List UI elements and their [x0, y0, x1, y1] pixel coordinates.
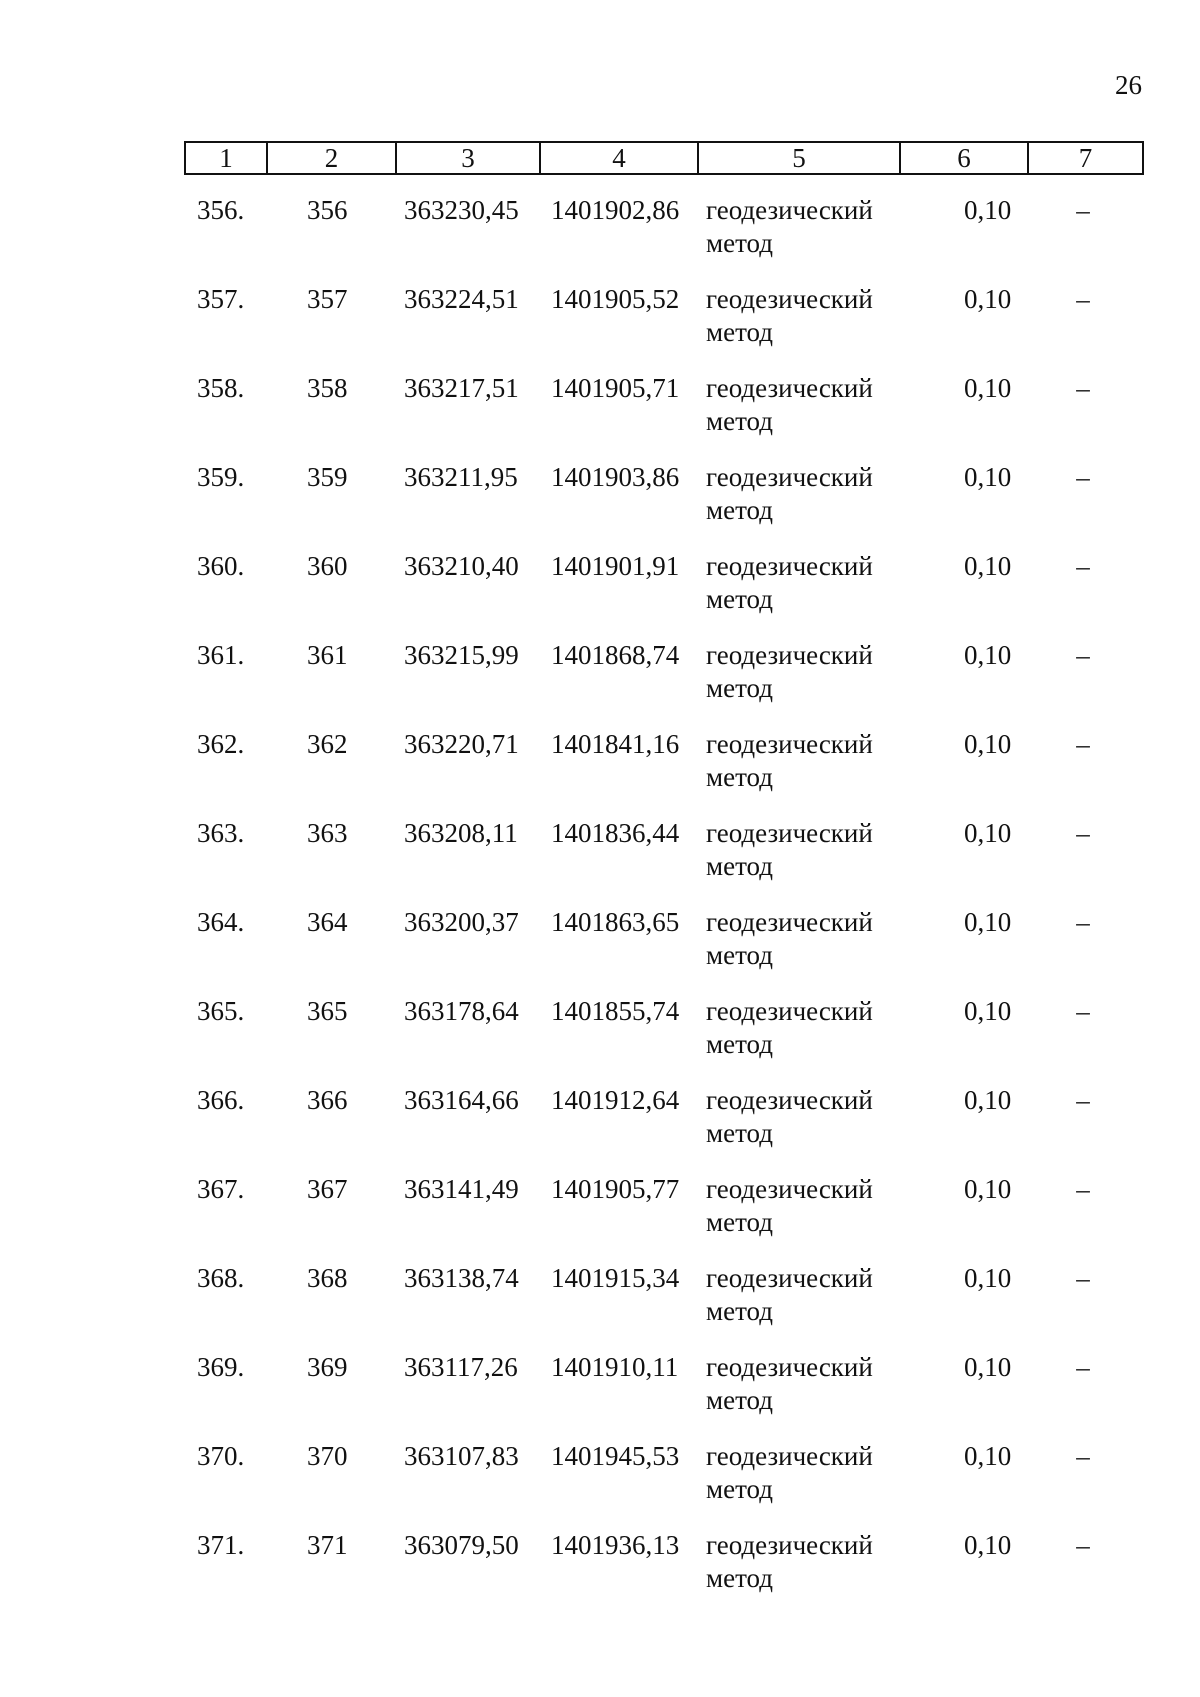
method: геодезический метод — [706, 1263, 873, 1326]
coordinate-y: 1401905,52 — [551, 284, 680, 314]
note: – — [1076, 373, 1090, 403]
method: геодезический метод — [706, 1085, 873, 1148]
accuracy: 0,10 — [964, 1530, 1012, 1560]
row-number: 362. — [197, 729, 245, 759]
point-id: 359 — [307, 462, 348, 492]
row-number: 370. — [197, 1441, 245, 1471]
row-number: 359. — [197, 462, 245, 492]
method: геодезический метод — [706, 284, 873, 347]
row-number: 358. — [197, 373, 245, 403]
note: – — [1076, 1441, 1090, 1471]
table-row — [0, 728, 1200, 817]
table-row — [0, 372, 1200, 461]
table-row — [0, 817, 1200, 906]
method: геодезический метод — [706, 1352, 873, 1415]
method: геодезический метод — [706, 1441, 873, 1504]
column-number-header — [184, 141, 1144, 175]
row-number: 361. — [197, 640, 245, 670]
note: – — [1076, 729, 1090, 759]
coordinate-x: 363200,37 — [404, 907, 519, 937]
coordinate-y: 1401936,13 — [551, 1530, 680, 1560]
point-id: 371 — [307, 1530, 348, 1560]
coordinate-y: 1401855,74 — [551, 996, 680, 1026]
coordinate-x: 363117,26 — [404, 1352, 518, 1382]
coordinates-table-body — [0, 194, 1200, 1618]
table-row — [0, 1351, 1200, 1440]
coordinate-y: 1401905,77 — [551, 1174, 680, 1204]
point-id: 361 — [307, 640, 348, 670]
method: геодезический метод — [706, 729, 873, 792]
accuracy: 0,10 — [964, 818, 1012, 848]
row-number: 369. — [197, 1352, 245, 1382]
table-row — [0, 1529, 1200, 1618]
note: – — [1076, 996, 1090, 1026]
point-id: 368 — [307, 1263, 348, 1293]
page-number: 26 — [1115, 70, 1142, 100]
point-id: 366 — [307, 1085, 348, 1115]
coordinate-x: 363079,50 — [404, 1530, 519, 1560]
coordinate-x: 363217,51 — [404, 373, 519, 403]
accuracy: 0,10 — [964, 195, 1012, 225]
coordinate-y: 1401915,34 — [551, 1263, 680, 1293]
coordinate-y: 1401841,16 — [551, 729, 680, 759]
point-id: 365 — [307, 996, 348, 1026]
note: – — [1076, 1085, 1090, 1115]
accuracy: 0,10 — [964, 1174, 1012, 1204]
coordinate-x: 363220,71 — [404, 729, 519, 759]
coordinate-x: 363215,99 — [404, 640, 519, 670]
coordinate-y: 1401910,11 — [551, 1352, 679, 1382]
point-id: 367 — [307, 1174, 348, 1204]
coordinate-x: 363141,49 — [404, 1174, 519, 1204]
note: – — [1076, 640, 1090, 670]
header-cell-2: 2 — [267, 142, 396, 174]
coordinate-y: 1401945,53 — [551, 1441, 680, 1471]
accuracy: 0,10 — [964, 1085, 1012, 1115]
note: – — [1076, 462, 1090, 492]
coordinate-x: 363224,51 — [404, 284, 519, 314]
row-number: 357. — [197, 284, 245, 314]
accuracy: 0,10 — [964, 1441, 1012, 1471]
row-number: 366. — [197, 1085, 245, 1115]
accuracy: 0,10 — [964, 1352, 1012, 1382]
table-row — [0, 906, 1200, 995]
row-number: 371. — [197, 1530, 245, 1560]
header-cell-5: 5 — [698, 142, 900, 174]
point-id: 358 — [307, 373, 348, 403]
method: геодезический метод — [706, 462, 873, 525]
note: – — [1076, 1352, 1090, 1382]
coordinate-y: 1401903,86 — [551, 462, 680, 492]
point-id: 357 — [307, 284, 348, 314]
header-cell-6: 6 — [900, 142, 1028, 174]
table-row — [0, 461, 1200, 550]
row-number: 365. — [197, 996, 245, 1026]
coordinate-y: 1401902,86 — [551, 195, 680, 225]
coordinate-x: 363211,95 — [404, 462, 518, 492]
coordinate-x: 363107,83 — [404, 1441, 519, 1471]
accuracy: 0,10 — [964, 373, 1012, 403]
coordinate-y: 1401836,44 — [551, 818, 680, 848]
note: – — [1076, 1530, 1090, 1560]
table-row — [0, 639, 1200, 728]
coordinate-x: 363164,66 — [404, 1085, 519, 1115]
point-id: 370 — [307, 1441, 348, 1471]
method: геодезический метод — [706, 373, 873, 436]
table-row — [0, 1173, 1200, 1262]
accuracy: 0,10 — [964, 996, 1012, 1026]
point-id: 363 — [307, 818, 348, 848]
method: геодезический метод — [706, 551, 873, 614]
note: – — [1076, 551, 1090, 581]
row-number: 360. — [197, 551, 245, 581]
table-row — [0, 194, 1200, 283]
accuracy: 0,10 — [964, 907, 1012, 937]
point-id: 362 — [307, 729, 348, 759]
header-cell-3: 3 — [396, 142, 540, 174]
accuracy: 0,10 — [964, 640, 1012, 670]
point-id: 364 — [307, 907, 348, 937]
note: – — [1076, 1174, 1090, 1204]
row-number: 364. — [197, 907, 245, 937]
method: геодезический метод — [706, 818, 873, 881]
coordinate-y: 1401912,64 — [551, 1085, 680, 1115]
accuracy: 0,10 — [964, 551, 1012, 581]
row-number: 367. — [197, 1174, 245, 1204]
coordinate-x: 363210,40 — [404, 551, 519, 581]
header-cell-1: 1 — [185, 142, 267, 174]
row-number: 363. — [197, 818, 245, 848]
coordinate-x: 363208,11 — [404, 818, 518, 848]
accuracy: 0,10 — [964, 729, 1012, 759]
coordinate-y: 1401863,65 — [551, 907, 680, 937]
method: геодезический метод — [706, 640, 873, 703]
note: – — [1076, 1263, 1090, 1293]
method: геодезический метод — [706, 1530, 873, 1593]
point-id: 369 — [307, 1352, 348, 1382]
row-number: 368. — [197, 1263, 245, 1293]
method: геодезический метод — [706, 907, 873, 970]
coordinate-x: 363178,64 — [404, 996, 519, 1026]
note: – — [1076, 907, 1090, 937]
header-cell-7: 7 — [1028, 142, 1143, 174]
table-row — [0, 550, 1200, 639]
table-row — [0, 283, 1200, 372]
method: геодезический метод — [706, 1174, 873, 1237]
coordinate-x: 363138,74 — [404, 1263, 519, 1293]
table-row — [0, 1084, 1200, 1173]
point-id: 360 — [307, 551, 348, 581]
coordinate-x: 363230,45 — [404, 195, 519, 225]
accuracy: 0,10 — [964, 284, 1012, 314]
coordinate-y: 1401868,74 — [551, 640, 680, 670]
note: – — [1076, 195, 1090, 225]
table-row — [0, 1262, 1200, 1351]
coordinate-y: 1401901,91 — [551, 551, 680, 581]
point-id: 356 — [307, 195, 348, 225]
row-number: 356. — [197, 195, 245, 225]
coordinate-y: 1401905,71 — [551, 373, 680, 403]
method: геодезический метод — [706, 996, 873, 1059]
accuracy: 0,10 — [964, 1263, 1012, 1293]
header-row — [185, 142, 1143, 174]
header-cell-4: 4 — [540, 142, 698, 174]
note: – — [1076, 818, 1090, 848]
method: геодезический метод — [706, 195, 873, 258]
note: – — [1076, 284, 1090, 314]
table-row — [0, 1440, 1200, 1529]
accuracy: 0,10 — [964, 462, 1012, 492]
table-row — [0, 995, 1200, 1084]
